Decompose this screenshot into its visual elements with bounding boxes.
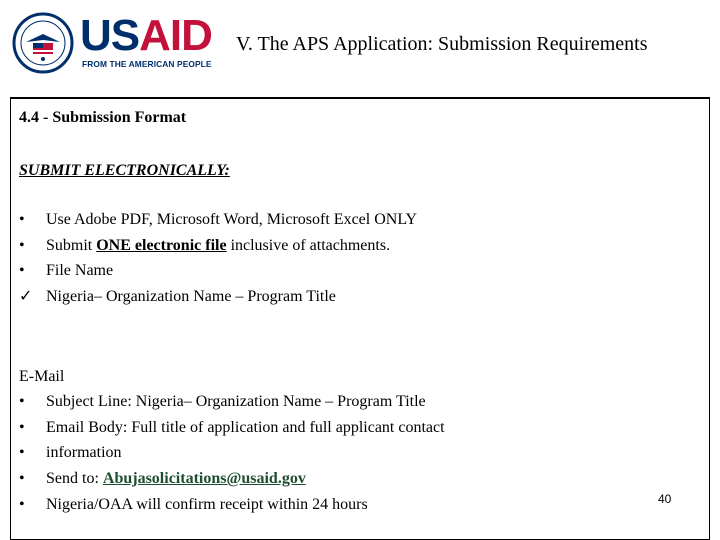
slide-title: V. The APS Application: Submission Requirements — [236, 33, 648, 55]
checkmark-icon: ✓ — [19, 288, 33, 306]
list-item: • Nigeria/OAA will confirm receipt within 24 hours — [19, 492, 445, 518]
content-border-left — [10, 97, 11, 540]
logo-tagline: FROM THE AMERICAN PEOPLE — [82, 59, 212, 69]
list-item: • information — [19, 440, 445, 466]
bullet-icon: • — [19, 262, 25, 280]
email-instructions-list — [19, 389, 445, 518]
list-item: • Submit ONE electronic file inclusive of attachments. — [19, 233, 417, 259]
list-item: • Use Adobe PDF, Microsoft Word, Microsoft Excel ONLY — [19, 207, 417, 233]
bullet-icon: • — [19, 444, 25, 462]
list-item: • Send to: Abujasolicitations@usaid.gov — [19, 466, 445, 492]
bullet-icon: • — [19, 211, 25, 228]
list-item: ✓ Nigeria– Organization Name – Program Title — [19, 284, 417, 310]
email-heading: E-Mail — [19, 368, 65, 385]
submission-format-list — [19, 207, 417, 310]
page-number: 40 — [658, 492, 672, 506]
bullet-icon: • — [19, 470, 25, 488]
logo-wordmark: USAID — [80, 11, 212, 60]
emphasis-text: ONE electronic file — [96, 236, 227, 254]
list-item: • Subject Line: Nigeria– Organization Name – Program Title — [19, 389, 445, 415]
usaid-seal-icon — [12, 12, 74, 74]
bullet-icon: • — [19, 393, 25, 410]
email-link[interactable]: Abujasolicitations@usaid.gov — [102, 470, 306, 488]
bullet-icon: • — [19, 236, 25, 254]
bullet-icon: • — [19, 418, 25, 436]
bullet-icon: • — [19, 495, 25, 513]
list-item: • Email Body: Full title of application and full applicant contact — [19, 415, 445, 441]
content-border-right — [709, 97, 710, 540]
list-item: • File Name — [19, 258, 417, 284]
section-heading: 4.4 - Submission Format — [19, 109, 187, 126]
header-divider — [10, 97, 710, 99]
usaid-logo — [12, 12, 210, 74]
submit-heading: SUBMIT ELECTRONICALLY: — [19, 162, 230, 179]
